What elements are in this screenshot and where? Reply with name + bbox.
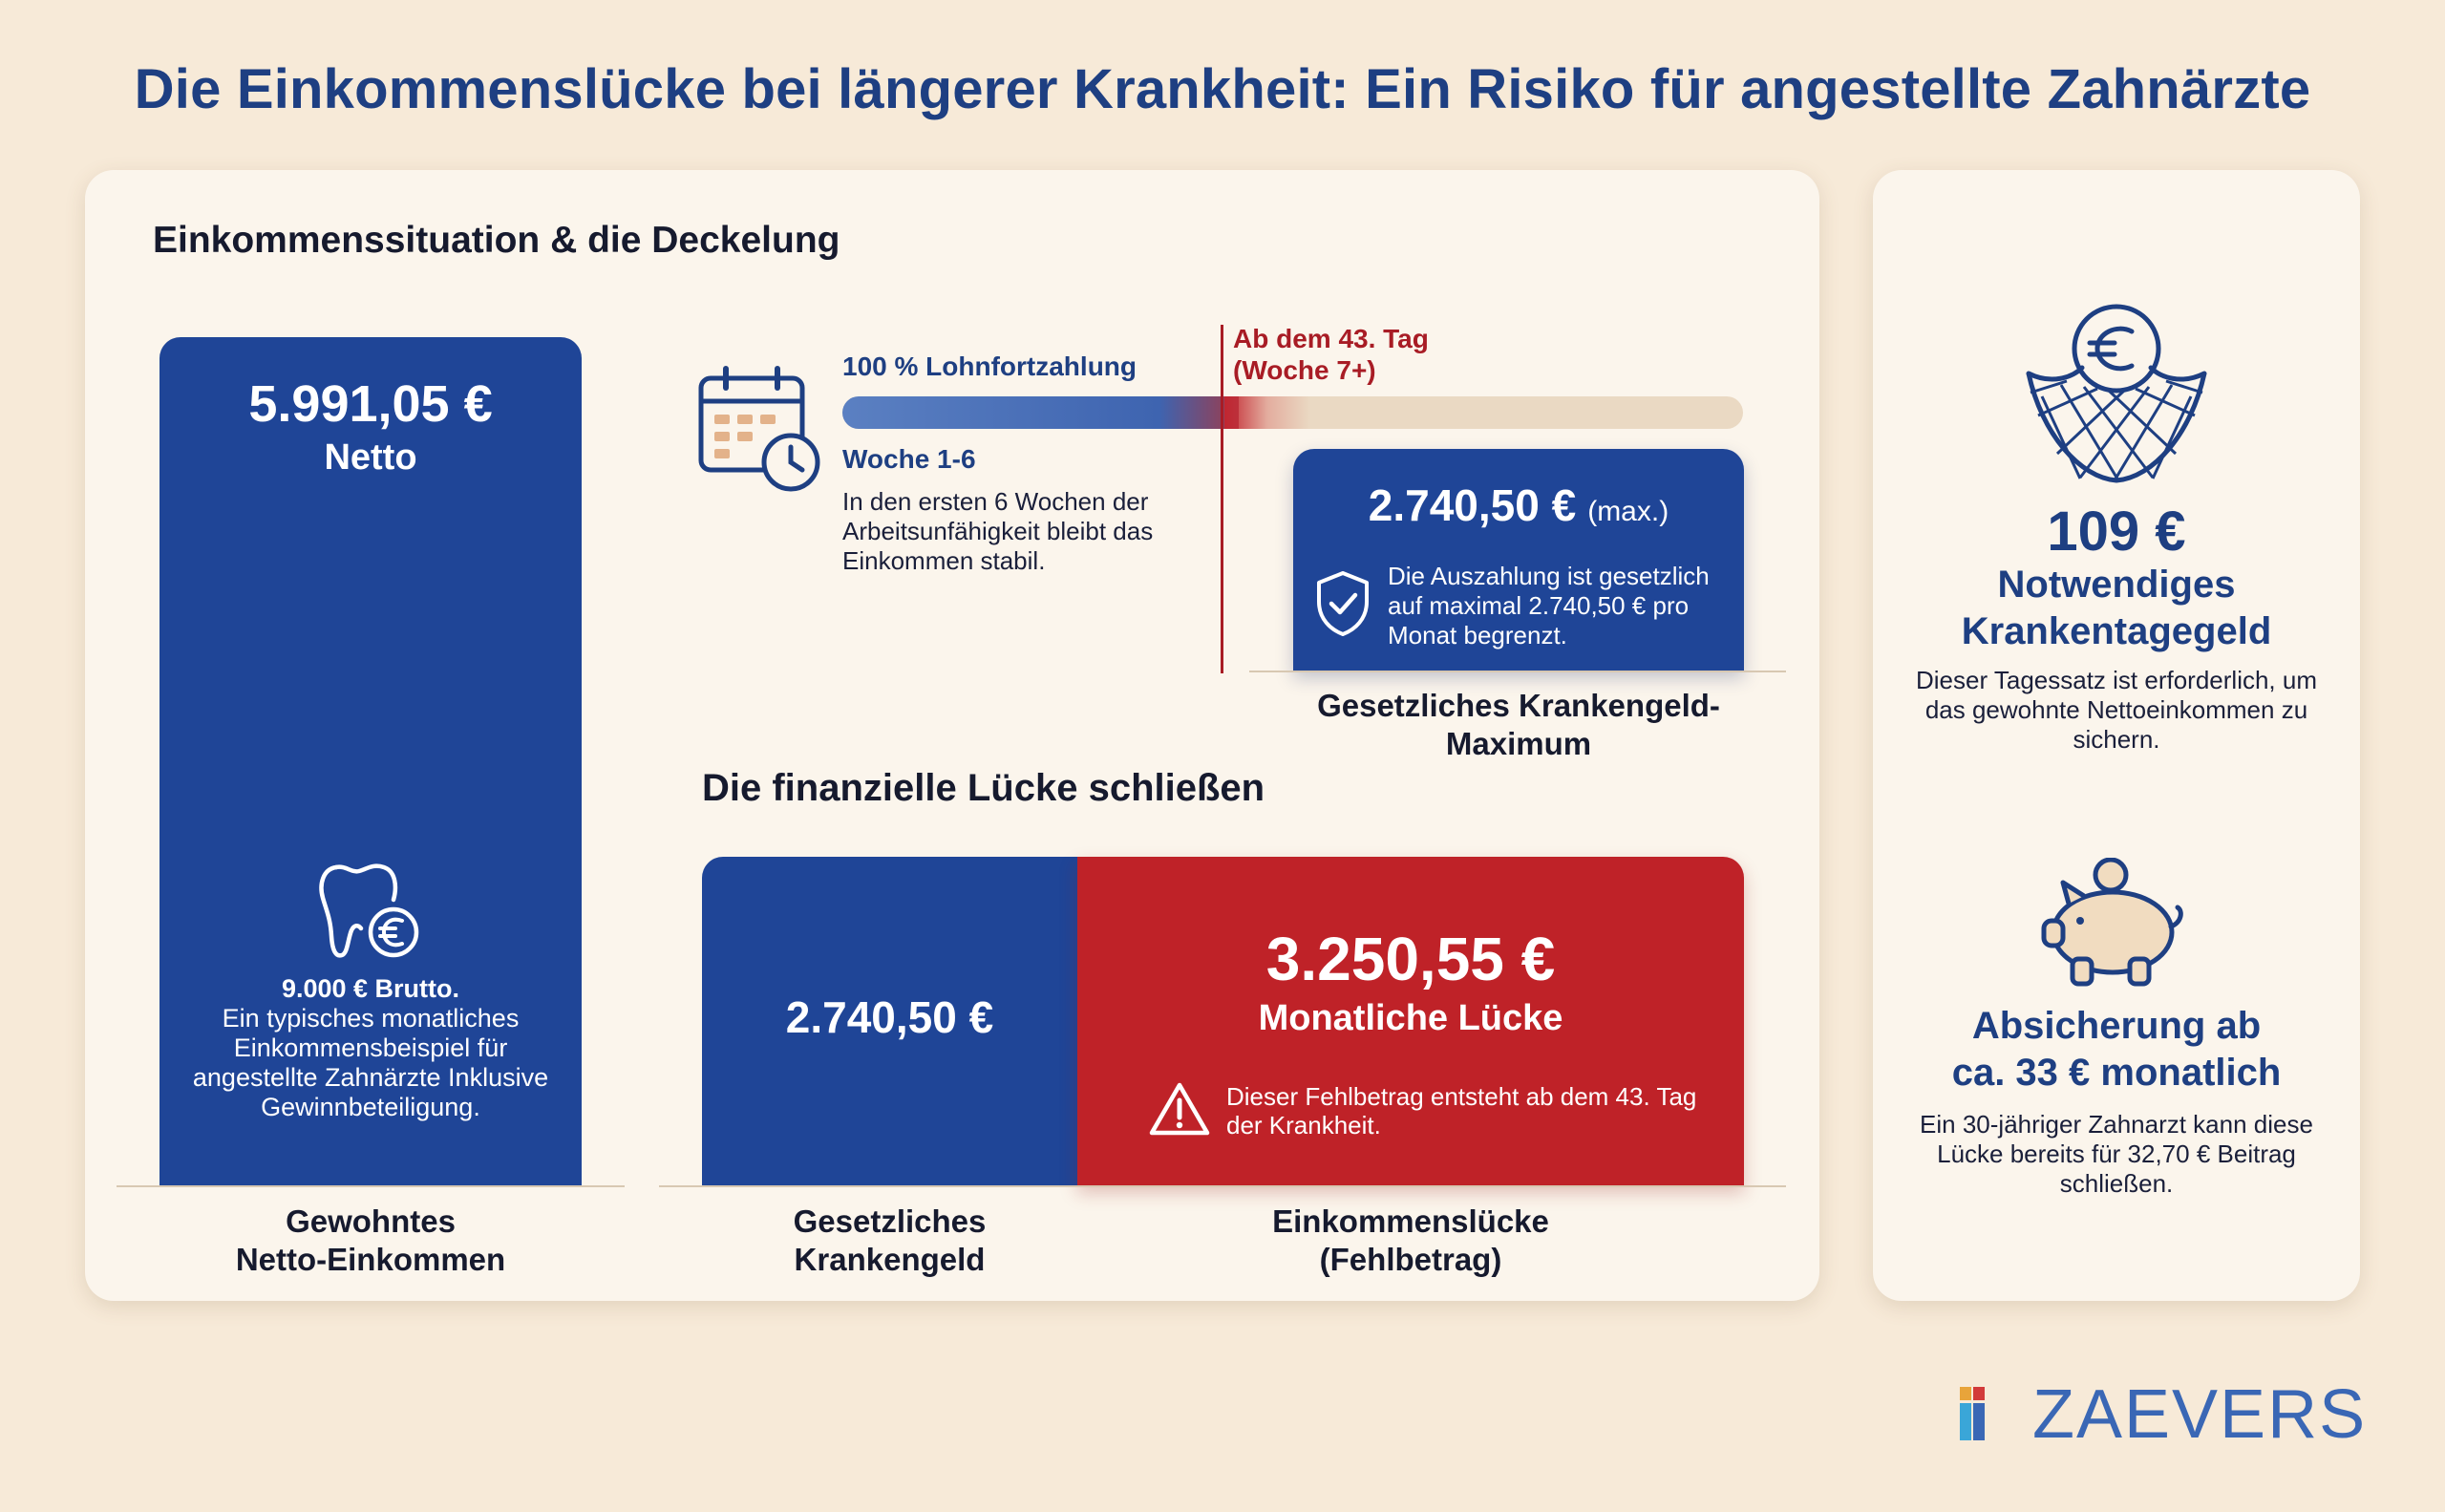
timeline-transition bbox=[1224, 396, 1310, 429]
netto-caption-line1: Gewohntes bbox=[286, 1203, 456, 1239]
piggy-bank-icon bbox=[2034, 858, 2187, 987]
side-label1 bbox=[1873, 562, 2360, 655]
side-value-109: 109 € bbox=[2047, 500, 2186, 563]
gap-red-caption-line2: (Fehlbetrag) bbox=[1319, 1242, 1502, 1277]
max-suffix: (max.) bbox=[1587, 496, 1669, 527]
zaevers-logo-icon bbox=[1960, 1387, 1996, 1440]
side-desc1: Dieser Tagessatz ist erforderlich, um das gewohnte Nettoeinkommen zu sichern. bbox=[1915, 666, 2317, 754]
side-label2-line2: ca. 33 € monatlich bbox=[1951, 1052, 2282, 1094]
warning-triangle-icon bbox=[1149, 1081, 1210, 1137]
gap-red-caption bbox=[1077, 1203, 1744, 1279]
gap-red-label: Monatliche Lücke bbox=[1258, 998, 1563, 1038]
gap-blue-value: 2.740,50 € bbox=[785, 992, 994, 1042]
tooth-euro-icon bbox=[315, 860, 430, 965]
zaevers-logo-text: ZAEVERS bbox=[2032, 1376, 2368, 1453]
side-desc2: Ein 30-jähriger Zahnarzt kann diese Lücke bereits für 32,70 € Beitrag schließen. bbox=[1920, 1110, 2313, 1198]
max-value-row bbox=[1293, 479, 1744, 531]
page-title: Die Einkommenslücke bei längerer Krankheit: Ein Risiko für angestellte Zahnärzte bbox=[134, 58, 2311, 120]
netto-label: Netto bbox=[324, 437, 417, 478]
side-label2 bbox=[1873, 1003, 2360, 1097]
day-43-marker bbox=[1221, 325, 1223, 673]
gap-blue-caption-line1: Gesetzliches bbox=[793, 1203, 987, 1239]
gap-red-caption-line1: Einkommenslücke bbox=[1272, 1203, 1549, 1239]
label-ab-dem-43-tag bbox=[1233, 323, 1429, 386]
netto-brutto: 9.000 € Brutto. bbox=[281, 974, 460, 1003]
netto-baseline bbox=[117, 1185, 625, 1187]
gap-baseline bbox=[659, 1185, 1786, 1187]
side-label2-line1: Absicherung ab bbox=[1971, 1005, 2262, 1047]
label-woche: Woche 1-6 bbox=[842, 444, 976, 474]
side-label1-line1: Notwendiges bbox=[1997, 564, 2236, 606]
netto-value: 5.991,05 € bbox=[248, 375, 493, 433]
netto-caption bbox=[159, 1203, 582, 1279]
shield-check-icon bbox=[1313, 569, 1372, 638]
max-caption bbox=[1280, 687, 1757, 763]
netto-caption-line2: Netto-Einkommen bbox=[235, 1242, 506, 1277]
netto-description bbox=[181, 974, 560, 1122]
gap-section-title: Die finanzielle Lücke schließen bbox=[702, 767, 1265, 809]
section-title: Einkommenssituation & die Deckelung bbox=[153, 220, 840, 261]
euro-safety-net-icon bbox=[2023, 301, 2210, 487]
netto-desc-text: Ein typisches monatliches Einkommensbeispiel für angestellte Zahnärzte Inklusive Gewinnbeteiligung. bbox=[192, 1004, 549, 1121]
label-lohnfortzahlung: 100 % Lohnfortzahlung bbox=[842, 351, 1137, 381]
calendar-clock-icon bbox=[695, 363, 829, 497]
max-baseline bbox=[1249, 671, 1786, 672]
label-ab-line2: (Woche 7+) bbox=[1233, 355, 1376, 385]
max-caption-line1: Gesetzliches Krankengeld- bbox=[1317, 688, 1720, 723]
gap-red-description: Dieser Fehlbetrag entsteht ab dem 43. Tag der Krankheit. bbox=[1226, 1082, 1697, 1139]
gap-blue-caption-line2: Krankengeld bbox=[794, 1242, 986, 1277]
max-description: Die Auszahlung ist gesetzlich auf maximal 2.740,50 € pro Monat begrenzt. bbox=[1388, 562, 1710, 650]
woche-description: In den ersten 6 Wochen der Arbeitsunfähigkeit bleibt das Einkommen stabil. bbox=[842, 487, 1154, 575]
gap-red-value: 3.250,55 € bbox=[1265, 925, 1556, 993]
gap-blue-caption bbox=[702, 1203, 1077, 1279]
side-label1-line2: Krankentagegeld bbox=[1961, 610, 2272, 652]
timeline-fill bbox=[842, 396, 1239, 429]
max-caption-line2: Maximum bbox=[1445, 726, 1592, 761]
max-value: 2.740,50 € bbox=[1368, 480, 1577, 530]
label-ab-line1: Ab dem 43. Tag bbox=[1233, 324, 1429, 353]
